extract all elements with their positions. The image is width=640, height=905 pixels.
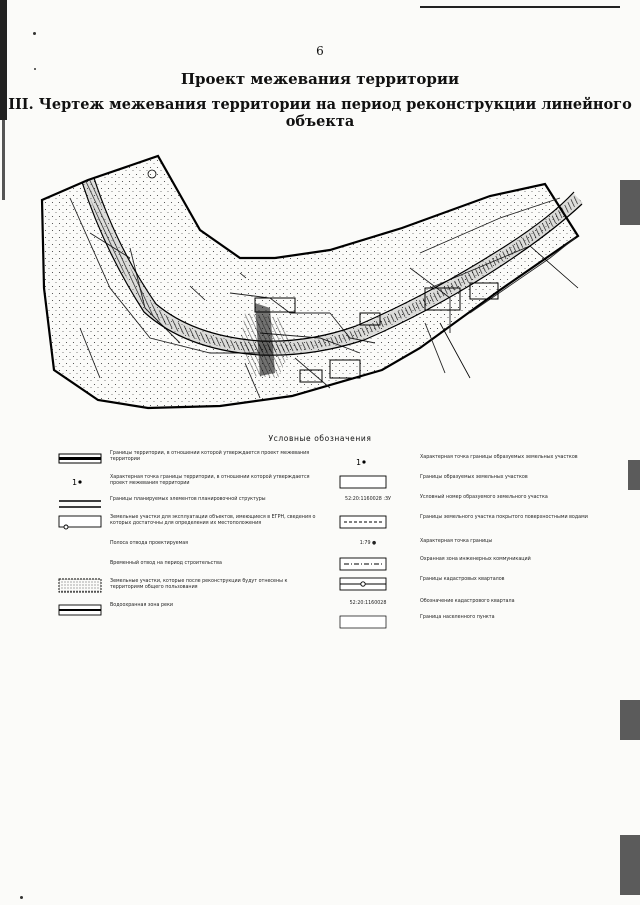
dash-box-symbol xyxy=(328,514,398,530)
water-line-symbol xyxy=(58,602,102,618)
scan-edge-mark xyxy=(620,700,640,740)
scan-edge-mark xyxy=(628,460,640,490)
land-survey-map xyxy=(30,138,610,428)
legend-title: Условные обозначения xyxy=(268,434,372,443)
cadastral-quarter-sample: 52:20:1160028 xyxy=(349,601,387,606)
legend-text: Характерная точка границы территории, в отношении которой утверждается проект межевания территории xyxy=(110,475,310,486)
cadastral-number-sample: 52:20:1160028 :ЗУ xyxy=(345,497,391,502)
legend-text: Границы планируемых элементов планировочной структуры xyxy=(110,497,266,502)
dash-dot-box-symbol xyxy=(328,556,398,572)
thick-boundary-symbol xyxy=(58,450,102,466)
legend-text: Охранная зона инженерных коммуникаций xyxy=(420,557,531,562)
legend-text: Временный отвод на период строительства xyxy=(110,561,222,566)
empty-box-symbol xyxy=(328,474,398,490)
drawing-title: III. Чертеж межевания территории на период реконструкции линейного объекта xyxy=(8,96,632,130)
legend-text: Водоохранная зона реки xyxy=(110,603,173,608)
legend-text: Условный номер образуемого земельного участка xyxy=(420,495,548,500)
legend-text: Характерная точка границы xyxy=(420,539,493,544)
scan-edge-mark xyxy=(620,180,640,225)
dotted-hatch-symbol xyxy=(58,578,102,594)
scan-edge-mark xyxy=(2,120,5,200)
boundary-point-sample: 1:79 ● xyxy=(359,541,377,546)
circle-line-symbol xyxy=(328,576,398,592)
point-marker-symbol xyxy=(58,474,102,490)
legend-text: Границы кадастровых кварталов xyxy=(420,577,505,582)
scan-edge-mark xyxy=(620,835,640,895)
scan-speck xyxy=(33,32,36,35)
legend-text: Земельные участки, которые после реконструкции будут отнесены к территориям общего пользования xyxy=(110,579,288,590)
scan-speck xyxy=(20,896,23,899)
thin-box-symbol xyxy=(328,614,398,630)
svg-text:1: 1 xyxy=(356,458,362,467)
legend-text: Полоса отвода проектируемая xyxy=(110,541,189,546)
document-title: Проект межевания территории xyxy=(180,70,460,88)
page-number: 6 xyxy=(316,44,324,58)
legend-text: Границы территории, в отношении которой утверждается проект межевания территории xyxy=(110,451,310,462)
legend-text: Земельные участки для эксплуатации объектов, имеющиеся в ЕГРН, сведения о которых достаточны для определения их местоположения xyxy=(110,515,316,526)
point-marker-symbol xyxy=(328,454,398,470)
legend-text: Граница населенного пункта xyxy=(420,615,495,620)
legend-text: Обозначение кадастрового квартала xyxy=(420,599,515,604)
legend-text: Границы земельного участка покрытого поверхностными водами xyxy=(420,515,588,520)
parcel-circle-symbol xyxy=(58,514,102,530)
double-line-symbol xyxy=(58,496,102,512)
legend-text: Характерная точка границы образуемых земельных участков xyxy=(420,455,578,460)
scan-top-rule xyxy=(420,6,620,8)
legend-text: Границы образуемых земельных участков xyxy=(420,475,528,480)
svg-text:1: 1 xyxy=(72,478,78,487)
